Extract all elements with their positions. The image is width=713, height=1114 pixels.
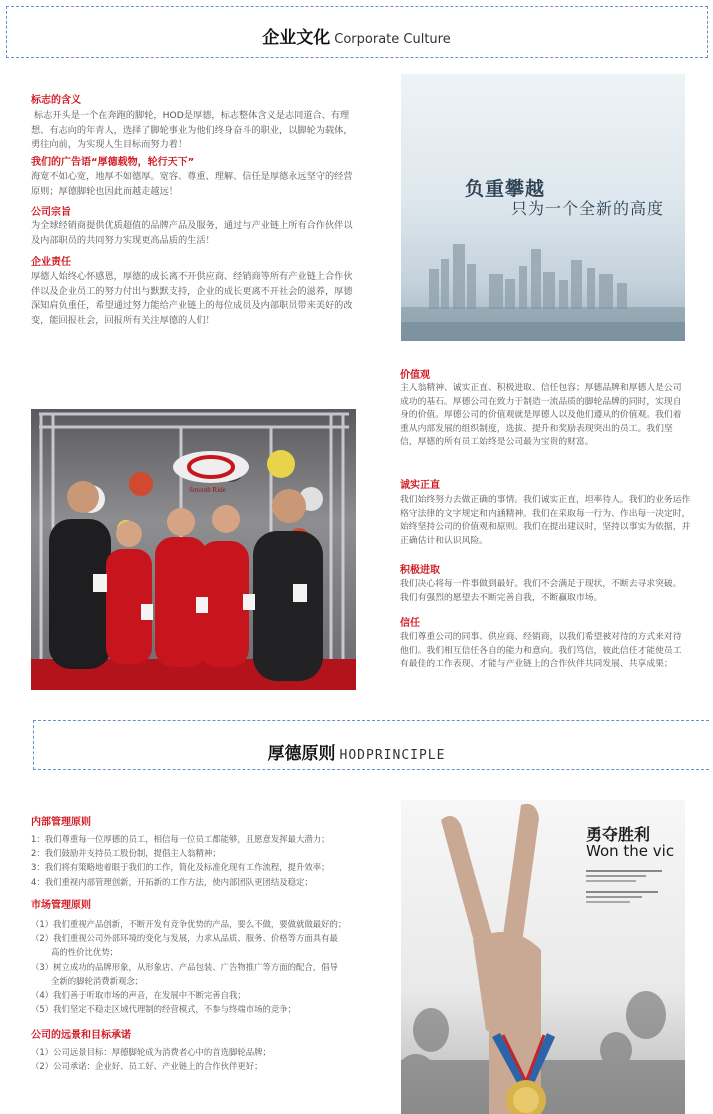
poster-subline: 只为一个全新的高度: [511, 199, 665, 218]
list-item: 1：我们尊重每一位厚德的员工，相信每一位员工都能够，且愿意发挥最大潜力；: [31, 834, 330, 844]
values-title: 价值观: [400, 370, 430, 381]
logo-meaning-title: 标志的含义: [31, 95, 81, 106]
poster2-fine-print: [586, 870, 666, 903]
vision-list: [31, 1045, 271, 1073]
list-item: 2：我们鼓励并支持员工股份制，提倡主人翁精神；: [31, 848, 221, 859]
slogan-text: 海宽不如心宽，地厚不如德厚。宽容、尊重、理解、信任是厚德永远坚守的经营原则；厚德脚轮也因此而越走越远！: [31, 171, 353, 197]
slogan-quote: “厚德载物，轮行天下”: [91, 157, 195, 168]
list-item: （2）公司承诺：企业好、员工好、产业链上的合作伙伴更好；: [31, 1061, 263, 1072]
victory-poster: [401, 800, 685, 1114]
list-item: 全新的脚轮消费新观念；: [51, 975, 144, 986]
list-item: （4）我们善于听取市场的声音，在发展中不断完善自我；: [31, 990, 246, 1001]
skyline-poster: [401, 74, 685, 341]
list-item: 4：我们重视内部管理创新，开拓新的工作方法，使内部团队更团结及稳定；: [31, 876, 313, 887]
trade-booth-photo: [31, 409, 356, 690]
values-text: 主人翁精神、诚实正直、积极进取、信任包容；厚德品牌和厚德人是公司成功的基石。厚德公司在致力于制造一流品质的脚轮品牌的同时，实现自身的价值。厚德公司的价值观就是厚德人以及他们遵从的价值观。我们着重从内部发展的组织制度，选拔、提升和奖励表现突出的员工。我们坚信，厚德的所有员工始终是公司最为宝贵的财富。: [400, 383, 682, 448]
list-item: （1）公司远景目标：厚德脚轮成为消费者心中的首选脚轮品牌；: [31, 1047, 271, 1057]
poster2-subline: Won the vic: [586, 842, 675, 860]
section-header-principles: [0, 739, 713, 764]
header-title-cn: 企业文化: [262, 28, 331, 48]
internal-mgmt-title: 内部管理原则: [31, 817, 91, 828]
mission-text: 为全球经销商提供优质超值的品牌产品及服务，通过与产业链上所有合作伙伴以及内部职员的共同努力实现更高品质的生活！: [31, 220, 353, 246]
trust-text: 我们尊重公司的同事、供应商、经销商，以我们希望被对待的方式来对待他们。我们相互信任各自的能力和意向。我们笃信，彼此信任才能使员工有最佳的工作表现、才能与产业链上的合作伙伴共同发展、共享成果；: [400, 632, 682, 670]
poster-headline: 负重攀越: [465, 178, 546, 200]
section-header-corporate-culture: [0, 23, 713, 48]
list-item: （1）我们重视产品创新，不断开发有竞争优势的产品，要么不做，要做就做最好的；: [31, 919, 347, 929]
market-mgmt-title: 市场管理原则: [31, 900, 91, 911]
list-item: （3）树立成功的品牌形象，从形象店、产品包装、广告物推广等方面的配合，倡导: [31, 961, 338, 972]
responsibility-title: 企业责任: [31, 257, 71, 268]
slogan-prefix: 我们的广告语: [31, 157, 91, 168]
responsibility-text: 厚德人始终心怀感恩，厚德的成长离不开供应商、经销商等所有产业链上合作伙伴以及企业员工的努力付出与默默支持，企业的成长更离不开社会的滋养，厚德深知肩负重任，希望通过努力能给产业链上的每位成员及内部职员带来美好的改变，能回报社会，回报所有关注厚德的人们！: [31, 271, 353, 326]
market-mgmt-list: [31, 917, 346, 1016]
list-item: 3：我们将有策略地着眼于我们的工作，简化及标准化现有工作流程，提升效率；: [31, 862, 330, 873]
slogan-title: [31, 153, 194, 168]
internal-mgmt-list: [31, 832, 329, 889]
list-item: （2）我们重视公司外部环境的变化与发展，力求从品质、服务、价格等方面具有最: [31, 933, 338, 944]
vision-title: 公司的远景和目标承诺: [31, 1030, 131, 1041]
booth-illustration: [31, 409, 356, 690]
header2-title-cn: 厚德原则: [267, 744, 336, 764]
initiative-title: 积极进取: [400, 565, 440, 576]
mission-title: 公司宗旨: [31, 207, 71, 218]
trust-title: 信任: [400, 618, 420, 629]
header2-title-en: HODPRINCIPLE: [339, 748, 446, 763]
poster2-headline: 勇夺胜利: [586, 825, 651, 844]
list-item: （5）我们坚定不稳走区域代理制的经营模式，不参与终端市场的竞争；: [31, 1004, 296, 1015]
integrity-text: 我们始终努力去做正确的事情。我们诚实正直，坦率待人。我们的业务运作格守法律的文字规定和内涵精神。我们在采取每一行为、作出每一决定时，始终坚持公司的价值观和原则。我们在提出建议时，坚持以事实为依据，并正确估计和认识风险。: [400, 495, 691, 546]
header-title-en: Corporate Culture: [334, 32, 451, 47]
integrity-title: 诚实正直: [400, 480, 440, 491]
initiative-text: 我们决心将每一件事做到最好。我们不会满足于现状，不断去寻求突破。我们有强烈的愿望去不断完善自我，不断赢取市场。: [400, 579, 682, 603]
booth-sign-text: Smooth Ride: [189, 486, 226, 494]
logo-meaning-text: 标志开头是一个在奔跑的脚轮，HOD是厚德，标志整体含义是志同道合、有理想、有志向的年青人，选择了脚轮事业为他们终身奋斗的职业，以脚轮为载体，勇往向前，为实现人生目标而努力着！: [31, 110, 353, 151]
list-item: 高的性价比优势；: [51, 947, 118, 958]
